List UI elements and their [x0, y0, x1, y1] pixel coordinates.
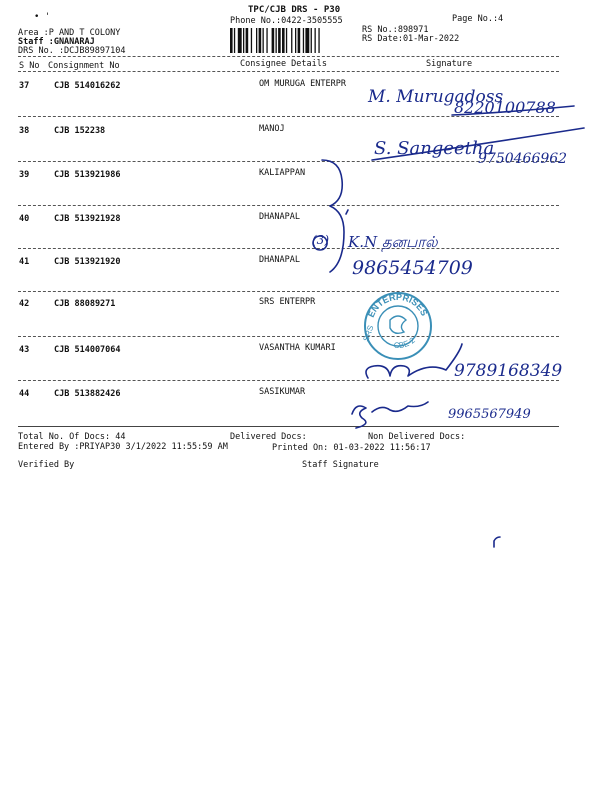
handwritten-name: S. Sangeetha — [374, 138, 495, 159]
handwritten-name: M. Murugadoss — [368, 87, 504, 107]
row-sno: 43 — [19, 345, 30, 355]
handwritten-phone: 9789168349 — [454, 361, 563, 381]
bracket-stroke — [322, 160, 344, 272]
col-sno: S No — [19, 61, 40, 71]
row-sno: 38 — [19, 126, 30, 136]
row-consignee: VASANTHA KUMARI — [259, 343, 336, 353]
total-docs: Total No. Of Docs: 44 — [18, 432, 126, 442]
signature-scribble — [352, 402, 428, 428]
row-consignee: KALIAPPAN — [259, 168, 306, 178]
stamp-left-text: SRS — [362, 324, 376, 343]
non-delivered-docs: Non Delivered Docs: — [368, 432, 466, 442]
col-signature: Signature — [426, 59, 473, 69]
verified-by: Verified By — [18, 460, 75, 470]
row-sno: 41 — [19, 257, 30, 267]
corner-marks: • ' — [34, 12, 51, 22]
handwritten-phone: 9865454709 — [352, 257, 473, 279]
handwritten-note: (3) — [312, 233, 329, 247]
row-consignee: MANOJ — [259, 124, 285, 134]
rs-number: RS No.:898971 — [362, 25, 429, 35]
handwritten-phone: 9965567949 — [448, 407, 531, 422]
row-consignment: CJB 514007064 — [54, 345, 121, 355]
row-sno: 39 — [19, 170, 30, 180]
row-consignee: SASIKUMAR — [259, 387, 306, 397]
row-consignment: CJB 513921986 — [54, 170, 121, 180]
stamp-top-text: ENTERPRISES — [365, 291, 430, 319]
stray-mark — [494, 537, 500, 547]
row-consignee: DHANAPAL — [259, 212, 300, 222]
tick-stroke — [346, 210, 348, 214]
page-title: TPC/CJB DRS - P30 — [248, 5, 341, 15]
rs-date: RS Date:01-Mar-2022 — [362, 34, 460, 44]
handwritten-phone: 8220100788 — [454, 98, 556, 117]
phone-number: Phone No.:0422-3505555 — [230, 16, 343, 26]
col-consignment: Consignment No — [48, 61, 120, 71]
delivered-docs: Delivered Docs: — [230, 432, 307, 442]
page-number: Page No.:4 — [452, 14, 504, 24]
row-consignment: CJB 513921928 — [54, 214, 121, 224]
handwritten-name: K.N தனபால் — [348, 233, 438, 251]
printed-on: Printed On: 01-03-2022 11:56:17 — [272, 443, 431, 453]
drs-number: DRS No. :DCJB89897104 — [18, 46, 126, 56]
row-consignment: CJB 152238 — [54, 126, 106, 136]
row-consignee: SRS ENTERPR — [259, 297, 316, 307]
row-consignment: CJB 513921920 — [54, 257, 121, 267]
row-consignee: DHANAPAL — [259, 255, 300, 265]
entered-by: Entered By :PRIYAP30 3/1/2022 11:55:59 AM — [18, 442, 228, 452]
row-sno: 37 — [19, 81, 30, 91]
area-label: Area :P AND T COLONY — [18, 28, 121, 38]
row-consignment: CJB 514016262 — [54, 81, 121, 91]
row-sno: 40 — [19, 214, 30, 224]
row-sno: 42 — [19, 299, 30, 309]
row-sno: 44 — [19, 389, 30, 399]
row-consignment: CJB 88089271 — [54, 299, 116, 309]
company-stamp — [362, 290, 434, 362]
stamp-bottom-text: CBE-2 — [393, 335, 417, 351]
row-consignee: OM MURUGA ENTERPR — [259, 79, 346, 89]
handwritten-phone: 9750466962 — [478, 151, 568, 167]
col-consignee: Consignee Details — [240, 59, 327, 69]
staff-label: Staff :GNANARAJ — [18, 37, 95, 47]
row-consignment: CJB 513882426 — [54, 389, 121, 399]
staff-signature: Staff Signature — [302, 460, 379, 470]
